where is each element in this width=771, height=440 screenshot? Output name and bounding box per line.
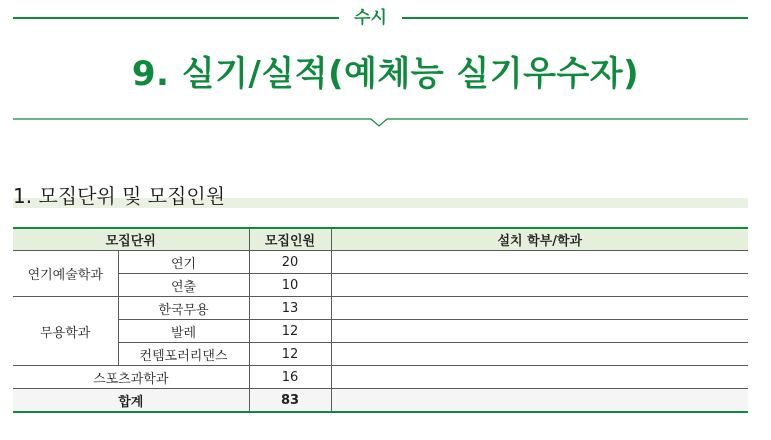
- major-cell: 한국무용: [118, 297, 249, 320]
- major-cell: 컨템포러리댄스: [118, 343, 249, 366]
- major-cell: 연출: [118, 274, 249, 297]
- total-note: [331, 389, 748, 413]
- note-cell: [331, 343, 748, 366]
- title-divider: [13, 118, 748, 130]
- major-cell: 연기: [118, 251, 249, 274]
- table-row: [13, 320, 748, 343]
- department-cell: 무용학과: [13, 297, 118, 366]
- page-title: 9. 실기/실적(예체능 실기우수자): [131, 54, 640, 94]
- count-cell: 13: [249, 297, 331, 320]
- section-title: 1. 모집단위 및 모집인원: [13, 184, 226, 208]
- major-cell: 발레: [118, 320, 249, 343]
- count-cell: 10: [249, 274, 331, 297]
- header-rule-left: [13, 17, 339, 19]
- count-cell: 20: [249, 251, 331, 274]
- department-cell: 연기예술학과: [13, 251, 118, 297]
- table-header-row: [13, 228, 748, 251]
- count-cell: 12: [249, 343, 331, 366]
- header-count: 모집인원: [249, 228, 331, 251]
- note-cell: [331, 251, 748, 274]
- table-row: [13, 297, 748, 320]
- header-category-label: 수시: [354, 8, 387, 28]
- total-count: 83: [249, 389, 331, 413]
- table-row: [13, 343, 748, 366]
- table-row: [13, 274, 748, 297]
- header-note: 설치 학부/학과: [331, 228, 748, 251]
- note-cell: [331, 274, 748, 297]
- recruitment-table: [13, 227, 748, 413]
- note-cell: [331, 366, 748, 389]
- note-cell: [331, 320, 748, 343]
- total-label: 합계: [13, 389, 249, 413]
- count-cell: 16: [249, 366, 331, 389]
- header-rule-right: [402, 17, 748, 19]
- note-cell: [331, 297, 748, 320]
- total-row: [13, 389, 748, 413]
- table-row: [13, 251, 748, 274]
- table-row: [13, 366, 748, 389]
- header-unit: 모집단위: [13, 228, 249, 251]
- count-cell: 12: [249, 320, 331, 343]
- department-cell: 스포츠과학과: [13, 366, 249, 389]
